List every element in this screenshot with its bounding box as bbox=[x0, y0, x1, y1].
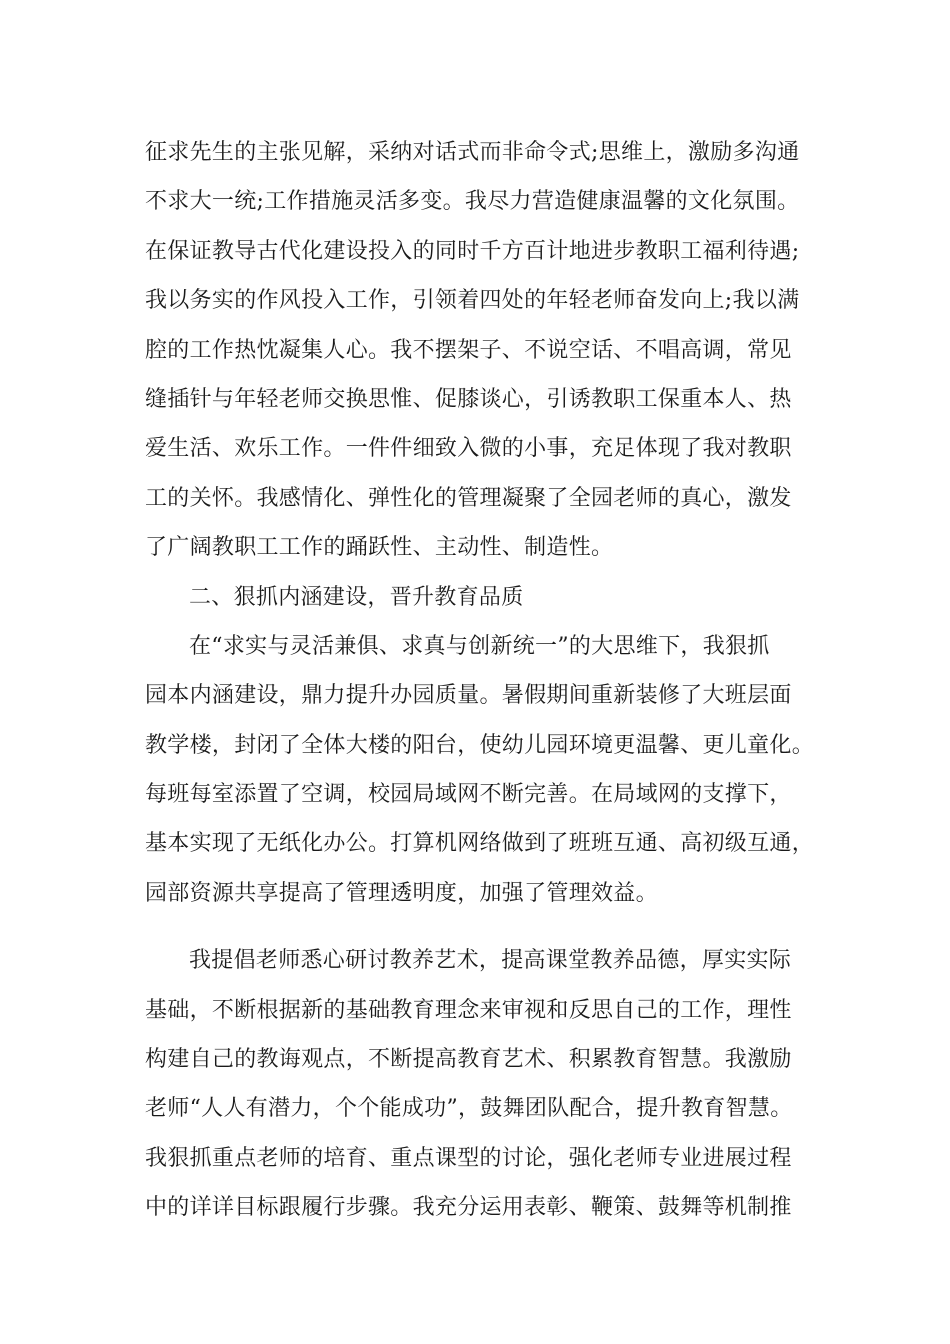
text-line: 征求先生的主张见解，采纳对话式而非命令式;思维上，激励多沟通 bbox=[145, 140, 800, 165]
paragraph-gap bbox=[145, 918, 825, 936]
text-line: 不求大一统;工作措施灵活多变。我尽力营造健康温馨的文化氛围。 bbox=[145, 189, 800, 215]
text-line: 园本内涵建设，鼎力提升办园质量。暑假期间重新装修了大班层面 bbox=[145, 683, 792, 709]
text-line: 老师“人人有潜力，个个能成功”，鼓舞团队配合，提升教育智慧。 bbox=[145, 1096, 793, 1122]
text-line: 基础，不断根据新的基础教育理念来审视和反思自己的工作，理性 bbox=[145, 997, 792, 1023]
text-line: 工的关怀。我感情化、弹性化的管理凝聚了全园老师的真心，激发 bbox=[145, 485, 792, 511]
text-line: 爱生活、欢乐工作。一件件细致入微的小事，充足体现了我对教职 bbox=[145, 436, 792, 462]
text-line: 基本实现了无纸化办公。打算机网络做到了班班互通、高初级互通， bbox=[145, 831, 815, 857]
text-line: 教学楼，封闭了全体大楼的阳台，使幼儿园环境更温馨、更儿童化。 bbox=[145, 732, 815, 758]
text-line: 中的详详目标跟履行步骤。我充分运用表彰、鞭策、鼓舞等机制推 bbox=[145, 1195, 792, 1221]
text-line: 在“求实与灵活兼俱、求真与创新统一”的大思维下，我狠抓 bbox=[189, 633, 770, 659]
text-line: 我狠抓重点老师的培育、重点课型的讨论，强化老师专业进展过程 bbox=[145, 1145, 792, 1171]
text-line: 园部资源共享提高了管理透明度，加强了管理效益。 bbox=[145, 880, 658, 906]
text-line: 构建自己的教诲观点，不断提高教育艺术、积累教育智慧。我激励 bbox=[145, 1047, 792, 1073]
text-line: 在保证教导古代化建设投入的同时千方百计地进步教职工福利待遇; bbox=[145, 238, 800, 264]
text-line: 我以务实的作风投入工作，引领着四处的年轻老师奋发向上;我以满 bbox=[145, 288, 800, 314]
text-line: 缝插针与年轻老师交换思惟、促膝谈心，引诱教职工保重本人、热 bbox=[145, 386, 792, 412]
paragraph-3 bbox=[145, 936, 825, 1232]
section-heading: 二、狠抓内涵建设，晋升教育品质 bbox=[189, 584, 524, 610]
paragraph-2 bbox=[145, 622, 825, 918]
text-line: 我提倡老师悉心研讨教养艺术，提高课堂教养品德，厚实实际 bbox=[189, 948, 792, 974]
text-line: 了广阔教职工工作的踊跃性、主动性、制造性。 bbox=[145, 535, 614, 561]
text-line: 每班每室添置了空调，校园局域网不断完善。在局域网的支撑下， bbox=[145, 782, 792, 808]
text-line: 腔的工作热忱凝集人心。我不摆架子、不说空话、不唱高调，常见 bbox=[145, 337, 792, 363]
paragraph-continuation bbox=[145, 128, 825, 573]
document-body bbox=[145, 128, 825, 1233]
